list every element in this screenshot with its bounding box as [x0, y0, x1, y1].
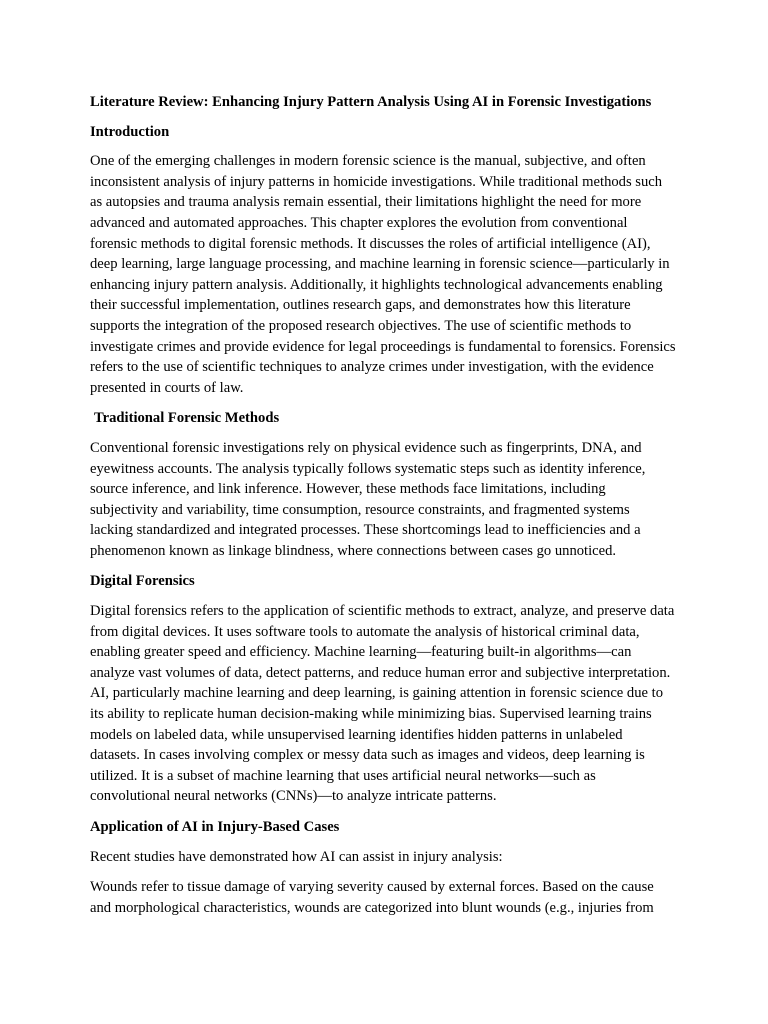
- section-heading-digital-forensics: Digital Forensics: [90, 573, 195, 590]
- paragraph-digital-forensics: Digital forensics refers to the application of scientific methods to extract, analyze, and preserve data from digital devices. It uses software tools to automate the analysis of historical criminal data, enabling greater speed and efficiency. Machine learning—featuring built-in algorithms—can analyze vast volumes of data, detect patterns, and reduce human error and subjective interpretation. AI, particularly machine learning and deep learning, is gaining attention in forensic science due to its ability to replicate human decision-making while minimizing bias. Supervised learning trains models on labeled data, while unsupervised learning identifies hidden patterns in unlabeled datasets. In cases involving complex or messy data such as images and videos, deep learning is utilized. It is a subset of machine learning that uses artificial neural networks—such as convolutional neural networks (CNNs)—to analyze intricate patterns.: [90, 603, 675, 805]
- section-digital-forensics: [90, 571, 676, 807]
- document-page: [90, 92, 676, 928]
- paragraph-traditional-forensic-methods: Conventional forensic investigations rely on physical evidence such as fingerprints, DNA, and eyewitness accounts. The analysis typically follows systematic steps such as identity inference, source inference, and link inference. However, these methods face limitations, including subjectivity and variability, time consumption, resource constraints, and fragmented systems lacking standardized and integrated processes. These shortcomings lead to inefficiencies and a phenomenon known as linkage blindness, where connections between cases go unnoticed.: [90, 439, 646, 559]
- section-heading-introduction: Introduction: [90, 123, 170, 140]
- section-introduction: [90, 122, 676, 399]
- section-heading-traditional-forensic-methods: Traditional Forensic Methods: [94, 410, 280, 427]
- paragraph-wounds: Wounds refer to tissue damage of varying severity caused by external forces. Based on the cause and morphological characteristics, wounds are categorized into blunt wounds (e.g., injuries from: [90, 879, 654, 916]
- section-heading-application-of-ai: Application of AI in Injury-Based Cases: [90, 819, 340, 835]
- section-application-of-ai: [90, 817, 676, 918]
- paragraph-introduction: One of the emerging challenges in modern forensic science is the manual, subjective, and often inconsistent analysis of injury patterns in homicide investigations. While traditional methods such as autopsies and trauma analysis remain essential, their limitations highlight the need for more advanced and automated approaches. This chapter explores the evolution from conventional forensic methods to digital forensic methods. It discusses the roles of artificial intelligence (AI), deep learning, large language processing, and machine learning in forensic science—particularly in enhancing injury pattern analysis. Additionally, it highlights technological advancements enabling their successful implementation, outlines research gaps, and demonstrates how this literature supports the integration of the proposed research objectives. The use of scientific methods to investigate crimes and provide evidence for legal proceedings is fundamental to forensics. Forensics refers to the use of scientific techniques to analyze crimes under investigation, with the evidence presented in courts of law.: [90, 153, 676, 396]
- paragraph-application-intro: Recent studies have demonstrated how AI can assist in injury analysis:: [90, 848, 503, 865]
- section-traditional-forensic-methods: [90, 408, 676, 561]
- document-title: Literature Review: Enhancing Injury Pattern Analysis Using AI in Forensic Investigations: [90, 94, 652, 110]
